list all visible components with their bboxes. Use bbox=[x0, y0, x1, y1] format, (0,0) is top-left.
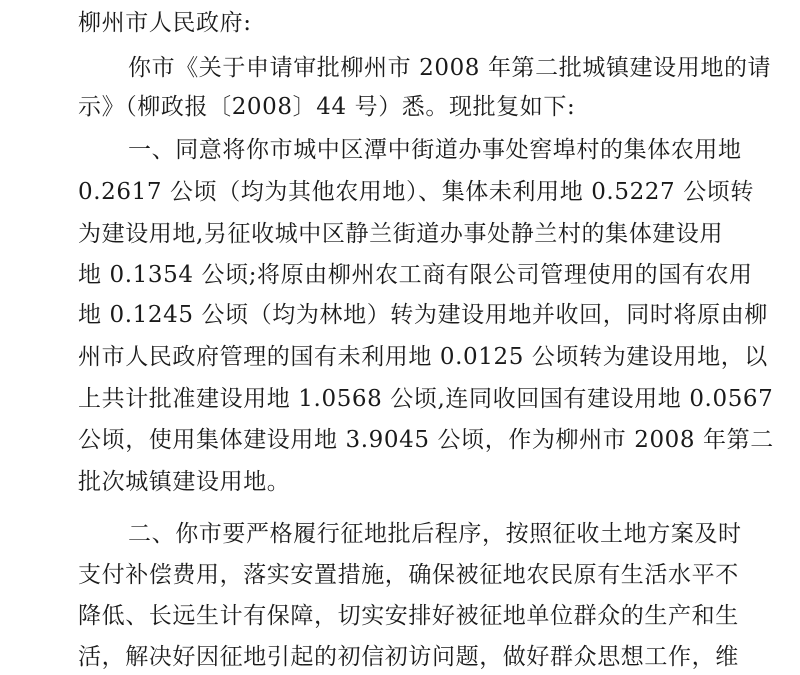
body-line-1: 你市《关于申请审批柳州市 2008 年第二批城镇建设用地的请 bbox=[128, 55, 772, 81]
body-line-8: 州市人民政府管理的国有未利用地 0.0125 公顷转为建设用地，以 bbox=[78, 344, 768, 370]
body-line-14: 降低、长远生计有保障，切实安排好被征地单位群众的生产和生 bbox=[78, 603, 739, 629]
body-line-12: 二、你市要严格履行征地批后程序，按照征收土地方案及时 bbox=[128, 521, 742, 547]
body-line-7: 地 0.1245 公顷（均为林地）转为建设用地并收回，同时将原由柳 bbox=[78, 302, 768, 328]
body-line-6: 地 0.1354 公顷;将原由柳州农工商有限公司管理使用的国有农用 bbox=[78, 262, 753, 288]
addressee: 柳州市人民政府: bbox=[78, 10, 252, 36]
body-line-3: 一、同意将你市城中区潭中街道办事处窖埠村的集体农用地 bbox=[128, 137, 742, 163]
body-line-2: 示》（柳政报〔2008〕44 号）悉。现批复如下: bbox=[78, 94, 576, 120]
body-line-11: 批次城镇建设用地。 bbox=[78, 469, 291, 495]
body-line-4: 0.2617 公顷（均为其他农用地）、集体未利用地 0.5227 公顷转 bbox=[78, 179, 754, 205]
body-line-10: 公顷，使用集体建设用地 3.9045 公顷，作为柳州市 2008 年第二 bbox=[78, 427, 774, 453]
body-line-5: 为建设用地,另征收城中区静兰街道办事处静兰村的集体建设用 bbox=[78, 221, 724, 247]
body-line-9: 上共计批准建设用地 1.0568 公顷,连同收回国有建设用地 0.0567 bbox=[78, 386, 774, 412]
body-line-15: 活，解决好因征地引起的初信初访问题，做好群众思想工作，维 bbox=[78, 644, 739, 670]
body-line-13: 支付补偿费用，落实安置措施，确保被征地农民原有生活水平不 bbox=[78, 562, 739, 588]
